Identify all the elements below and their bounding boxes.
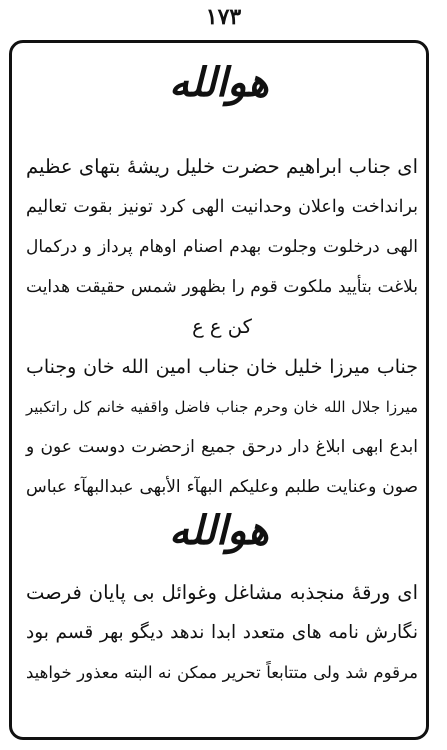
text-line: مرقوم شد ولی متتابعاً تحریر ممکن نه البته معذور خواهید [26, 663, 418, 682]
text-line: بلاغت بتأیید ملکوت قوم را بظهور شمس حقیقت هدایت [26, 277, 418, 297]
text-line: جناب میرزا خلیل خان جناب امین الله خان وجناب [26, 356, 418, 378]
text-line: الهی درخلوت وجلوت بهدم اصنام اوهام پرداز و درکمال [26, 237, 418, 257]
tablet-text-second [26, 573, 418, 693]
invocation-heading: هوالله [169, 59, 269, 106]
text-line: نگارش نامه های متعدد ابدا ندهد دیگو بهر قسم بود [26, 622, 418, 643]
tablet-frame [9, 40, 429, 740]
text-line: ابدع ابهی ابلاغ دار درحق جمیع ازحضرت دوست عون و [26, 437, 418, 457]
page-number: ۱۷۳ [205, 4, 242, 30]
tablet-text-first [26, 147, 418, 507]
invocation-heading: هوالله [169, 507, 269, 554]
text-line: میرزا جلال الله خان وحرم جناب فاضل واقفیه خانم کل راتکبیر [26, 398, 418, 416]
text-line: برانداخت واعلان وحدانیت الهی کرد تونیز بقوت تعالیم [26, 197, 418, 217]
signature-initials: کن ع ع [192, 315, 252, 338]
text-line: صون وعنایت طلبم وعلیکم البهآء الأبهی عبدالبهآء عباس [26, 477, 418, 497]
text-line: ای جناب ابراهیم حضرت خلیل ریشهٔ بتهای عظیم [26, 155, 418, 178]
text-line: ای ورقهٔ منجذبه مشاغل وغوائل بی پایان فرصت [26, 581, 418, 604]
